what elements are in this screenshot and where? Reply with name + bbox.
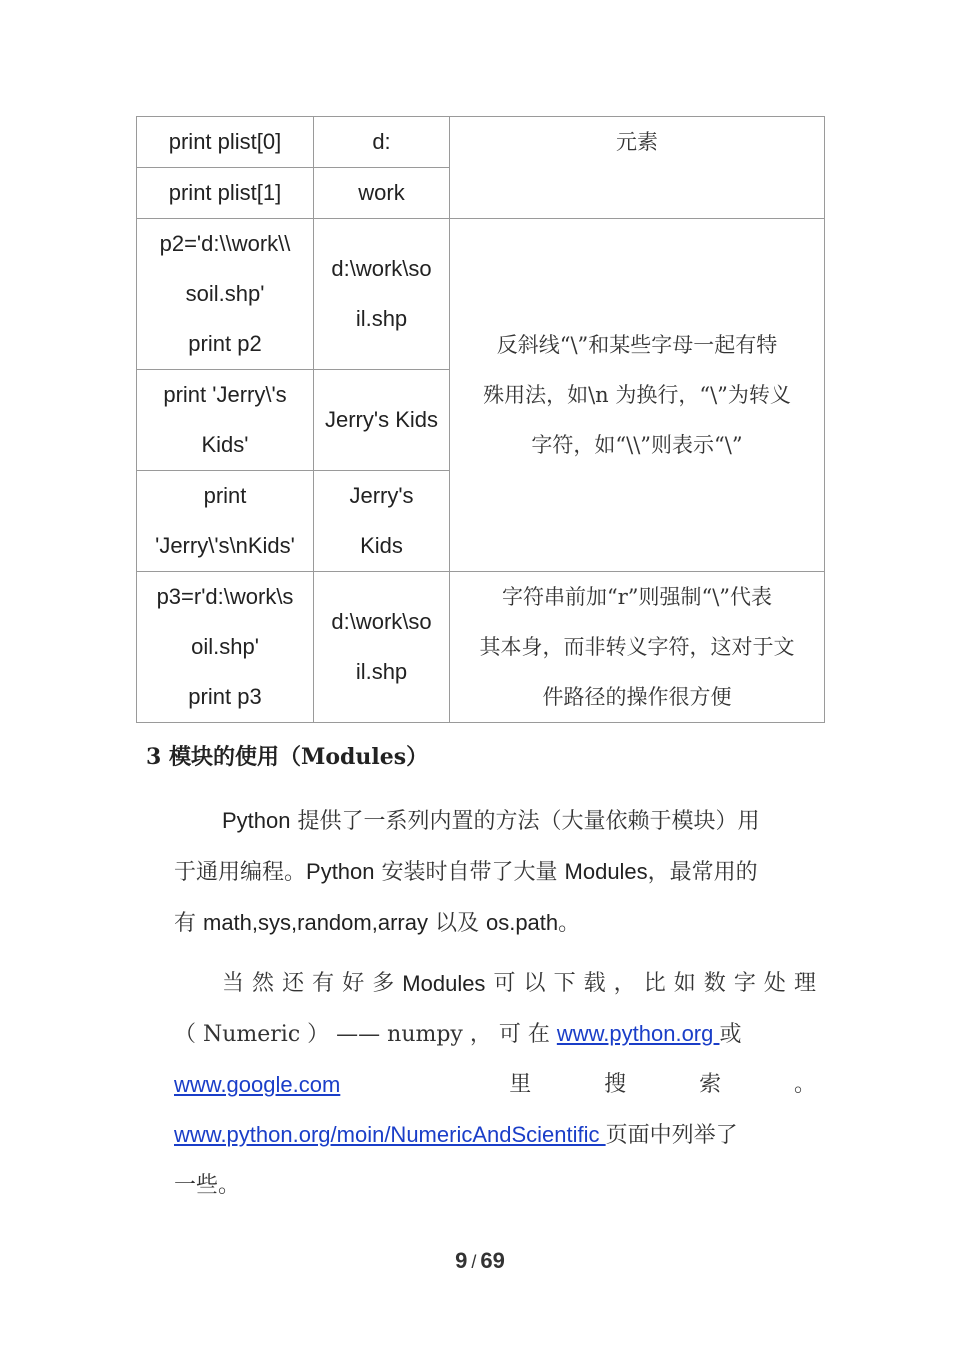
code-cell	[137, 572, 314, 723]
text-run: 于通用编程。	[174, 860, 307, 885]
text-run: 搜	[604, 1072, 627, 1097]
paragraph-line	[174, 959, 816, 1009]
text-run: 索	[699, 1072, 722, 1097]
page-number	[0, 1248, 960, 1274]
paragraph-line	[174, 796, 816, 847]
numeric-scientific-link[interactable]: www.python.org/moin/NumericAndScientific	[174, 1122, 606, 1147]
output-line: il.shp	[355, 306, 408, 331]
text-run: Modules	[402, 971, 486, 996]
note-cell	[450, 572, 825, 723]
total-pages: 69	[480, 1248, 505, 1273]
code-cell	[137, 370, 314, 471]
code-cell: print plist[1]	[137, 168, 314, 219]
python-org-link[interactable]: www.python.org	[556, 1021, 720, 1046]
note-line: 其本身，而非转义字符，这对于文	[479, 635, 795, 659]
text-run: 或	[719, 1022, 742, 1047]
output-cell: work	[314, 168, 450, 219]
output-cell: Jerry's Kids	[314, 370, 450, 471]
text-run: 以	[523, 971, 546, 996]
text-run: Python	[306, 859, 375, 884]
note-cell	[450, 219, 825, 572]
text-run: 页面中列举了	[605, 1123, 738, 1148]
text-run: os.path	[485, 910, 559, 935]
output-line: Jerry's	[349, 483, 414, 508]
paragraph-line	[174, 1060, 816, 1110]
output-cell	[314, 572, 450, 723]
paragraph-line	[174, 898, 816, 949]
text-run: 理	[793, 971, 816, 996]
text-run: 有	[312, 971, 335, 996]
text-run: 数	[703, 971, 726, 996]
text-run: 然	[252, 971, 275, 996]
code-line: print	[203, 483, 247, 508]
google-link[interactable]: www.google.com	[174, 1072, 341, 1097]
table-row	[137, 117, 825, 168]
text-run: 好	[342, 971, 365, 996]
table-row	[137, 219, 825, 370]
code-cell	[137, 471, 314, 572]
note-text: 元素	[616, 130, 658, 154]
google-link-wrapper	[174, 1060, 436, 1110]
output-cell: d:	[314, 117, 450, 168]
paragraph-line	[174, 1110, 816, 1161]
text-run: 如	[673, 971, 696, 996]
text-run: ，	[613, 971, 636, 996]
output-cell	[314, 219, 450, 370]
note-line: 殊用法，如\n 为换行，“\”为转义	[483, 383, 791, 407]
code-line: print p3	[188, 684, 262, 709]
text-run: 有	[174, 911, 203, 936]
note-line: 字符串前加“r”则强制“\”代表	[501, 585, 773, 609]
text-run: 安装时自带了大量	[374, 860, 565, 885]
text-run: 载	[583, 971, 606, 996]
paragraph-line	[174, 1009, 816, 1060]
note-line: 件路径的操作很方便	[542, 685, 732, 709]
output-line: il.shp	[355, 659, 408, 684]
code-cell	[137, 219, 314, 370]
text-run: 还	[282, 971, 305, 996]
note-cell	[450, 117, 825, 219]
section-heading: 3 模块的使用（Modules）	[146, 744, 429, 770]
code-line: 'Jerry\'s\nKids'	[155, 533, 295, 558]
text-run: Modules	[564, 859, 648, 884]
code-line: soil.shp'	[185, 281, 265, 306]
text-run: 可	[493, 971, 516, 996]
code-cell: print plist[0]	[137, 117, 314, 168]
table-row	[137, 572, 825, 723]
text-run: 下	[553, 971, 576, 996]
code-line: print p2	[188, 331, 262, 356]
note-line: 反斜线“\”和某些字母一起有特	[496, 333, 778, 357]
text-run: 。	[793, 1072, 816, 1097]
code-line: p3=r'd:\work\s	[156, 584, 294, 609]
code-line: Kids'	[201, 432, 249, 457]
text-run: Python	[222, 808, 291, 833]
current-page: 9	[455, 1248, 468, 1273]
text-run: 字	[733, 971, 756, 996]
python-string-table	[136, 116, 825, 723]
paragraph-intro	[174, 796, 816, 949]
text-run: 提供了一系列内置的方法（大量依赖于模块）用	[290, 809, 760, 834]
output-line: Kids	[360, 533, 403, 558]
text-run: 。	[558, 911, 581, 936]
paragraph-line: 一些。	[174, 1173, 241, 1198]
text-run: 多	[372, 971, 395, 996]
text-run: math,sys,random,array	[203, 910, 428, 935]
output-cell	[314, 471, 450, 572]
code-line: oil.shp'	[191, 634, 259, 659]
text-run: 处	[763, 971, 786, 996]
output-line: d:\work\so	[331, 609, 432, 634]
output-line: d:\work\so	[331, 256, 432, 281]
text-run: 当	[222, 971, 245, 996]
paragraph-modules	[174, 959, 816, 1211]
text-run: 以及	[427, 911, 486, 936]
code-line: print 'Jerry\'s	[163, 382, 287, 407]
text-run: （ Numeric ） —— numpy ， 可 在	[174, 1022, 557, 1047]
note-line: 字符，如“\\”则表示“\”	[531, 433, 743, 457]
page-separator: /	[471, 1252, 477, 1272]
text-run: ，最常用的	[647, 860, 758, 885]
paragraph-line	[174, 847, 816, 898]
text-run: 比	[643, 971, 666, 996]
text-run: 里	[509, 1072, 532, 1097]
code-line: p2='d:\\work\\	[159, 231, 291, 256]
